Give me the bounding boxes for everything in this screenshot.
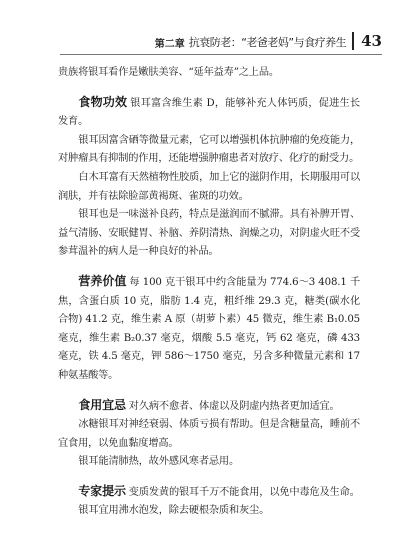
heading-expert-tip: 专家提示 <box>78 483 126 498</box>
header-divider <box>352 32 354 50</box>
paragraph-expert-tip <box>58 482 360 503</box>
paragraph-dos-donts <box>58 396 360 417</box>
paragraph-continuation: 贵族将银耳看作是嫩肤美容、“延年益寿”之上品。 <box>58 67 279 78</box>
header-title: 抗衰防老：“老爸老妈”与食疗养生 <box>188 36 347 49</box>
heading-nutrition: 营养价值 <box>78 273 127 288</box>
heading-dos-donts: 食用宜忌 <box>78 397 126 412</box>
paragraph-gum: 白木耳富有天然植物性胶质，加上它的滋阴作用，长期服用可以润肤，并有祛除脸部黄褐斑、雀斑的功效。 <box>58 171 360 202</box>
page-number: 43 <box>361 32 382 50</box>
paragraph-selenium: 银耳因富含硒等微量元素，它可以增强机体抗肿瘤的免疫能力，对肿瘤具有抑制的作用，还能增强肿瘤患者对放疗、化疗的耐受力。 <box>58 134 360 165</box>
header-rule <box>60 54 382 55</box>
paragraph-soaking: 银耳宜用沸水泡发，除去硬根杂质和灰尘。 <box>78 505 270 517</box>
paragraph-nutrition <box>58 272 360 386</box>
expert-tip-text: 变质发黄的银耳千万不能食用，以免中毒危及生命。 <box>128 486 360 498</box>
paragraph-tonic: 银耳也是一味滋补良药，特点是滋润而不腻滞。具有补脾开胃、益气清肠、安眠健胃、补脑、养阴清热、润燥之功，对阴虚火旺不受参茸温补的病人是一种良好的补品。 <box>58 209 360 258</box>
nutrition-text: 每 100 克干银耳中约含能量为 774.6～3 408.1 千焦，含蛋白质 10 克，脂肪 1.4 克，粗纤维 29.3 克，糖类(碳水化合物) 41.2 克，维生素 A 原（胡萝卜素）45 微克，维生素 B₁0.05 毫克，维生素 B₂0.37 毫克，烟酸 5.5 毫克，钙 62 毫克，磷 433 毫克，铁 4.5 毫克，钾 586～1750 毫克，另含多种微量元素和 17 种氨基酸等。 <box>58 276 360 381</box>
food-effect-text: 银耳富含维生素 D，能够补充人体钙质，促进生长发育。 <box>58 97 360 128</box>
page-body <box>58 64 360 521</box>
running-header <box>140 30 382 50</box>
paragraph-food-effect <box>58 93 360 132</box>
dos-donts-text: 对久病不愈者、体虚以及阴虚内热者更加适宜。 <box>128 400 340 412</box>
paragraph-lung-heat: 银耳能清肺热，故外感风寒者忌用。 <box>78 456 239 468</box>
heading-food-effect: 食物功效 <box>78 94 128 109</box>
paragraph-rock-sugar: 冰糖银耳对神经衰弱、体质亏损有帮助。但是含糖量高，睡前不宜食用，以免血黏度增高。 <box>58 419 360 449</box>
header-chapter: 第二章 <box>154 39 185 50</box>
